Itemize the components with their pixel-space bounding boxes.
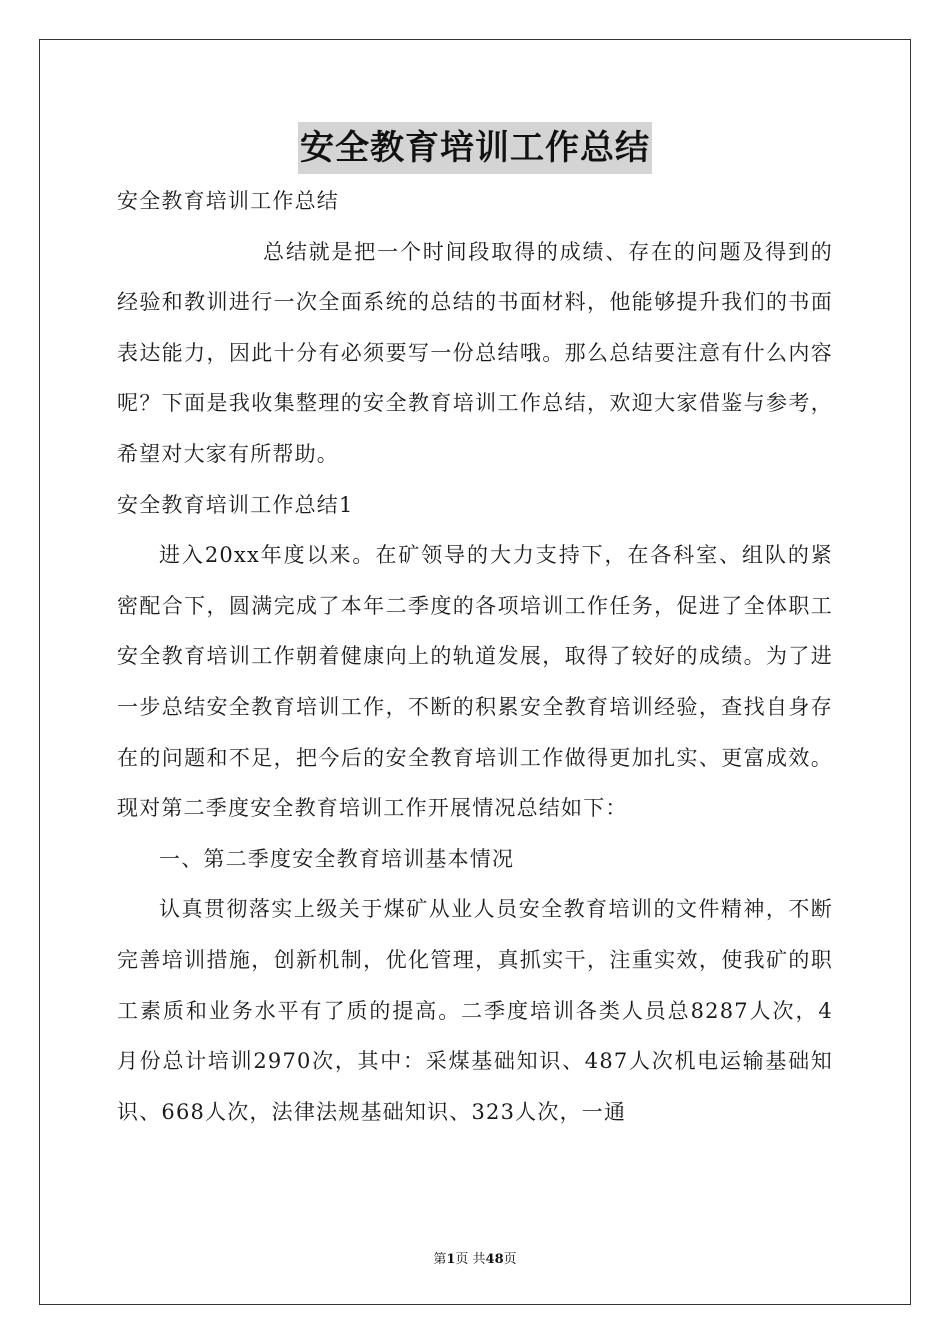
document-subtitle: 安全教育培训工作总结 bbox=[117, 189, 339, 213]
page-footer bbox=[0, 1248, 950, 1267]
body-paragraph-2: 认真贯彻落实上级关于煤矿从业人员安全教育培训的文件精神，不断完善培训措施，创新机制，优化管理，真抓实干，注重实效，使我矿的职工素质和业务水平有了质的提高。二季度培训各类人员总8287人次，4月份总计培训2970次，其中：采煤基础知识、487人次机电运输基础知识、668人次，法律法规基础知识、323人次，一通 bbox=[117, 897, 833, 1124]
page-current: 1 bbox=[446, 1252, 456, 1267]
document-body bbox=[117, 176, 833, 1137]
title-container bbox=[0, 122, 950, 174]
section-heading: 安全教育培训工作总结1 bbox=[117, 492, 354, 517]
document-title: 安全教育培训工作总结 bbox=[298, 122, 652, 174]
page-prefix: 第 bbox=[433, 1252, 447, 1267]
subheading-1: 一、第二季度安全教育培训基本情况 bbox=[159, 846, 515, 871]
page-middle: 页 共 bbox=[455, 1252, 486, 1267]
body-paragraph-1: 进入20xx年度以来。在矿领导的大力支持下，在各科室、组队的紧密配合下，圆满完成了本年二季度的各项培训工作任务，促进了全体职工安全教育培训工作朝着健康向上的轨道发展，取得了较好的成绩。为了进一步总结安全教育培训工作，不断的积累安全教育培训经验，查找自身存在的问题和不足，把今后的安全教育培训工作做得更加扎实、更富成效。现对第二季度安全教育培训工作开展情况总结如下： bbox=[117, 543, 833, 821]
intro-paragraph: 总结就是把一个时间段取得的成绩、存在的问题及得到的经验和教训进行一次全面系统的总结的书面材料，他能够提升我们的书面表达能力，因此十分有必须要写一份总结哦。那么总结要注意有什么内容呢？下面是我收集整理的安全教育培训工作总结，欢迎大家借鉴与参考，希望对大家有所帮助。 bbox=[117, 239, 833, 466]
page-total: 48 bbox=[485, 1252, 504, 1267]
page-suffix: 页 bbox=[503, 1252, 517, 1267]
